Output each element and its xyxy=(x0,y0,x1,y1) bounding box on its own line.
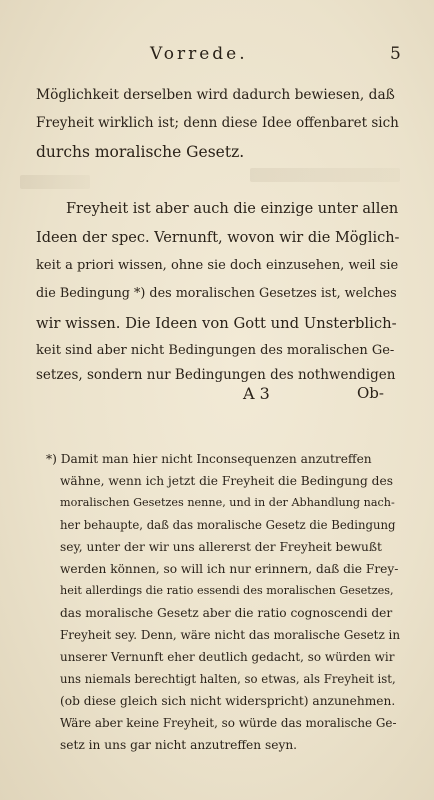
text-line: wir wissen. Die Ideen von Gott und Unsterblich- xyxy=(36,315,397,332)
footnote-line: wähne, wenn ich jetzt die Freyheit die Bedingung des xyxy=(60,474,393,488)
footnote-line: *) Damit man hier nicht Inconsequenzen anzutreffen xyxy=(46,452,372,466)
footnote-line: werden können, so will ich nur erinnern, daß die Frey- xyxy=(60,562,399,576)
text-line: die Bedingung *) des moralischen Gesetzes ist, welches xyxy=(36,286,397,301)
footnote-line: Freyheit sey. Denn, wäre nicht das moralische Gesetz in xyxy=(60,628,401,642)
bleed-through-mark xyxy=(250,168,400,182)
footnote-line: Wäre aber keine Freyheit, so würde das moralische Ge- xyxy=(60,716,397,730)
footnote-line: unserer Vernunft eher deutlich gedacht, so würden wir xyxy=(60,650,395,664)
catchword: Ob- xyxy=(357,384,384,402)
text-line: Möglichkeit derselben wird dadurch bewiesen, daß xyxy=(36,87,395,103)
running-title: Vorrede. xyxy=(150,44,248,64)
footnote-line: uns niemals berechtigt halten, so etwas, als Freyheit ist, xyxy=(60,672,396,686)
footnote-line: (ob diese gleich sich nicht widerspricht) anzunehmen. xyxy=(60,694,396,708)
footnote-line: setz in uns gar nicht anzutreffen seyn. xyxy=(60,738,298,752)
text-line: durchs moralische Gesetz. xyxy=(36,143,245,161)
text-line: Freyheit ist aber auch die einzige unter allen xyxy=(66,201,399,217)
bleed-through-mark xyxy=(20,175,90,189)
signature-mark: A 3 xyxy=(243,384,270,403)
footnote-line: her behaupte, daß das moralische Gesetz die Bedingung xyxy=(60,518,396,532)
text-line: keit a priori wissen, ohne sie doch einzusehen, weil sie xyxy=(36,258,399,273)
footnote-line: das moralische Gesetz aber die ratio cognoscendi der xyxy=(60,606,393,620)
footnote-line: moralischen Gesetzes nenne, und in der Abhandlung nach- xyxy=(60,496,395,509)
page-number: 5 xyxy=(390,44,401,64)
text-line: Freyheit wirklich ist; denn diese Idee offenbaret sich xyxy=(36,115,399,131)
footnote-line: sey, unter der wir uns allererst der Freyheit bewußt xyxy=(60,540,382,554)
footnote-line: heit allerdings die ratio essendi des moralischen Gesetzes, xyxy=(60,584,394,597)
text-line: Ideen der spec. Vernunft, wovon wir die Möglich- xyxy=(36,230,400,246)
text-line: setzes, sondern nur Bedingungen des nothwendigen xyxy=(36,367,396,383)
text-line: keit sind aber nicht Bedingungen des moralischen Ge- xyxy=(36,343,395,358)
